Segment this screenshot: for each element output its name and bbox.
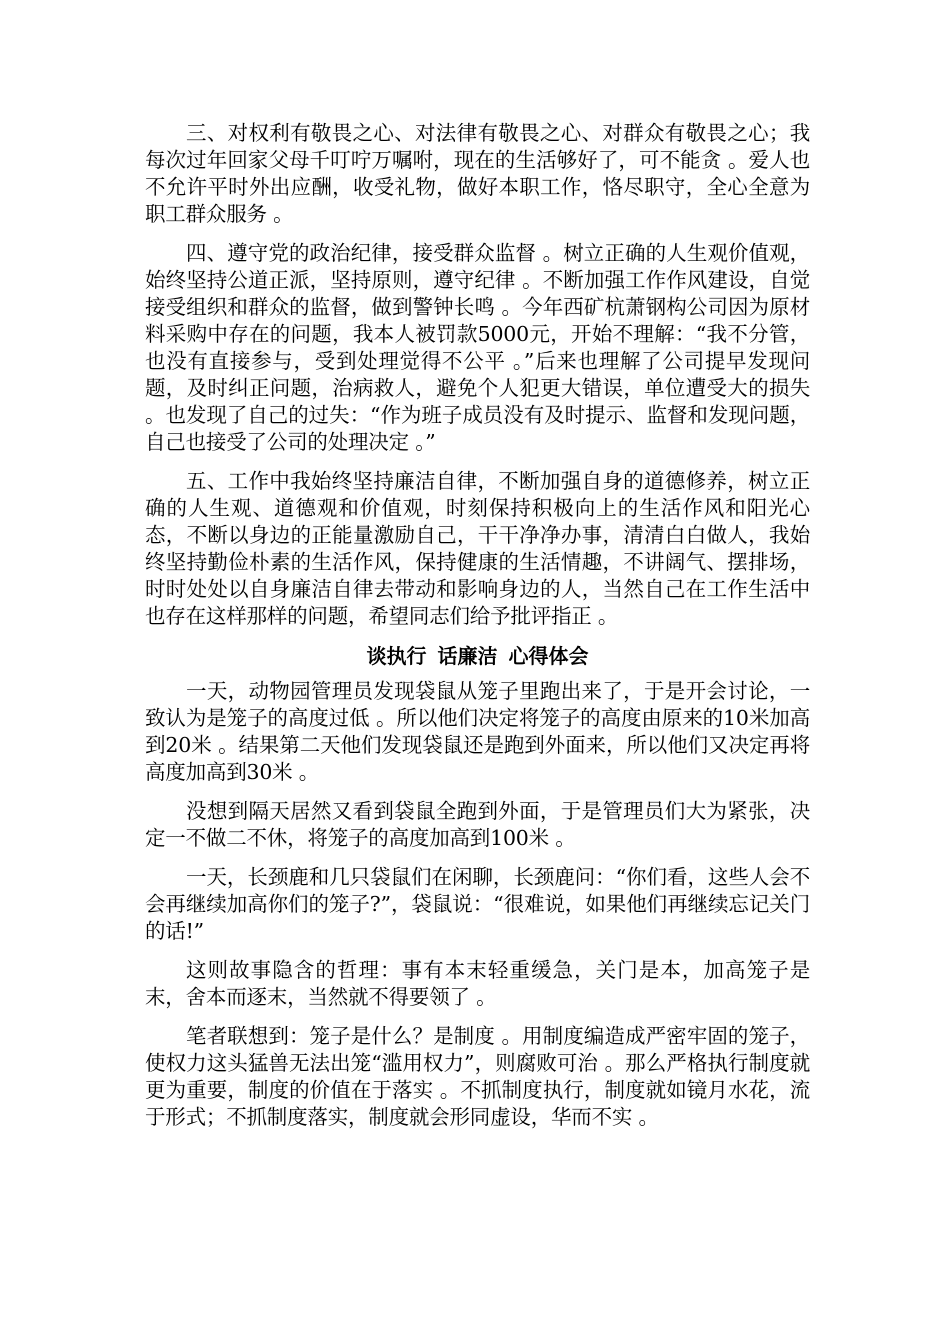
document-page [145,120,810,1143]
paragraph-cage-raised: 没想到隔天居然又看到袋鼠全跑到外面，于是管理员们大为紧张，决定一不做二不休，将笼子的高度加高到100米 。 [145,799,810,850]
paragraph-system-reflection: 笔者联想到：笼子是什么？是制度 。用制度编造成严密牢固的笼子，使权力这头猛兽无法出笼“滥用权力”，则腐败可治 。那么严格执行制度就更为重要，制度的价值在于落实 。不抓制度执行，制度就如镜月水花，流于形式；不抓制度落实，制度就会形同虚设，华而不实 。 [145,1024,810,1129]
section-title: 谈执行 话廉洁 心得体会 [366,644,589,668]
paragraph-giraffe-chat: 一天，长颈鹿和几只袋鼠们在闲聊，长颈鹿问：“你们看，这些人会不会再继续加高你们的笼子?”，袋鼠说：“很难说，如果他们再继续忘记关门的话!” [145,865,810,943]
paragraph-moral: 这则故事隐含的哲理：事有本末轻重缓急，关门是本，加高笼子是末，舍本而逐末，当然就不得要领了 。 [145,958,810,1009]
paragraph-discipline: 四、遵守党的政治纪律，接受群众监督 。树立正确的人生观价值观，始终坚持公道正派，坚持原则，遵守纪律 。不断加强工作作风建设，自觉接受组织和群众的监督，做到警钟长鸣 。今年西矿杭萧钢构公司因为原材料采购中存在的问题，我本人被罚款5000元，开始不理解：“我不分管，也没有直接参与，受到处理觉得不公平 。”后来也理解了公司提早发现问题，及时纠正问题，治病救人，避免个人犯更大错误，单位遭受大的损失 。也发现了自己的过失：“作为班子成员没有及时提示、监督和发现问题，自己也接受了公司的处理决定 。” [145,241,810,454]
paragraph-kangaroo-story: 一天，动物园管理员发现袋鼠从笼子里跑出来了，于是开会讨论，一致认为是笼子的高度过低 。所以他们决定将笼子的高度由原来的10米加高到20米 。结果第二天他们发现袋鼠还是跑到外面来，所以他们又决定再将高度加高到30米 。 [145,679,810,784]
paragraph-respect: 三、对权利有敬畏之心、对法律有敬畏之心、对群众有敬畏之心；我每次过年回家父母千叮咛万嘱咐，现在的生活够好了，可不能贪 。爱人也不允许平时外出应酬，收受礼物，做好本职工作，恪尽职守，全心全意为职工群众服务 。 [145,121,810,226]
paragraph-integrity: 五、工作中我始终坚持廉洁自律，不断加强自身的道德修养，树立正确的人生观、道德观和价值观，时刻保持积极向上的生活作风和阳光心态，不断以身边的正能量激励自己，干干净净办事，清清白白做人，我始终坚持勤俭朴素的生活作风，保持健康的生活情趣，不讲阔气、摆排场，时时处处以自身廉洁自律去带动和影响身边的人，当然自己在工作生活中也存在这样那样的问题，希望同志们给予批评指正 。 [145,469,810,628]
